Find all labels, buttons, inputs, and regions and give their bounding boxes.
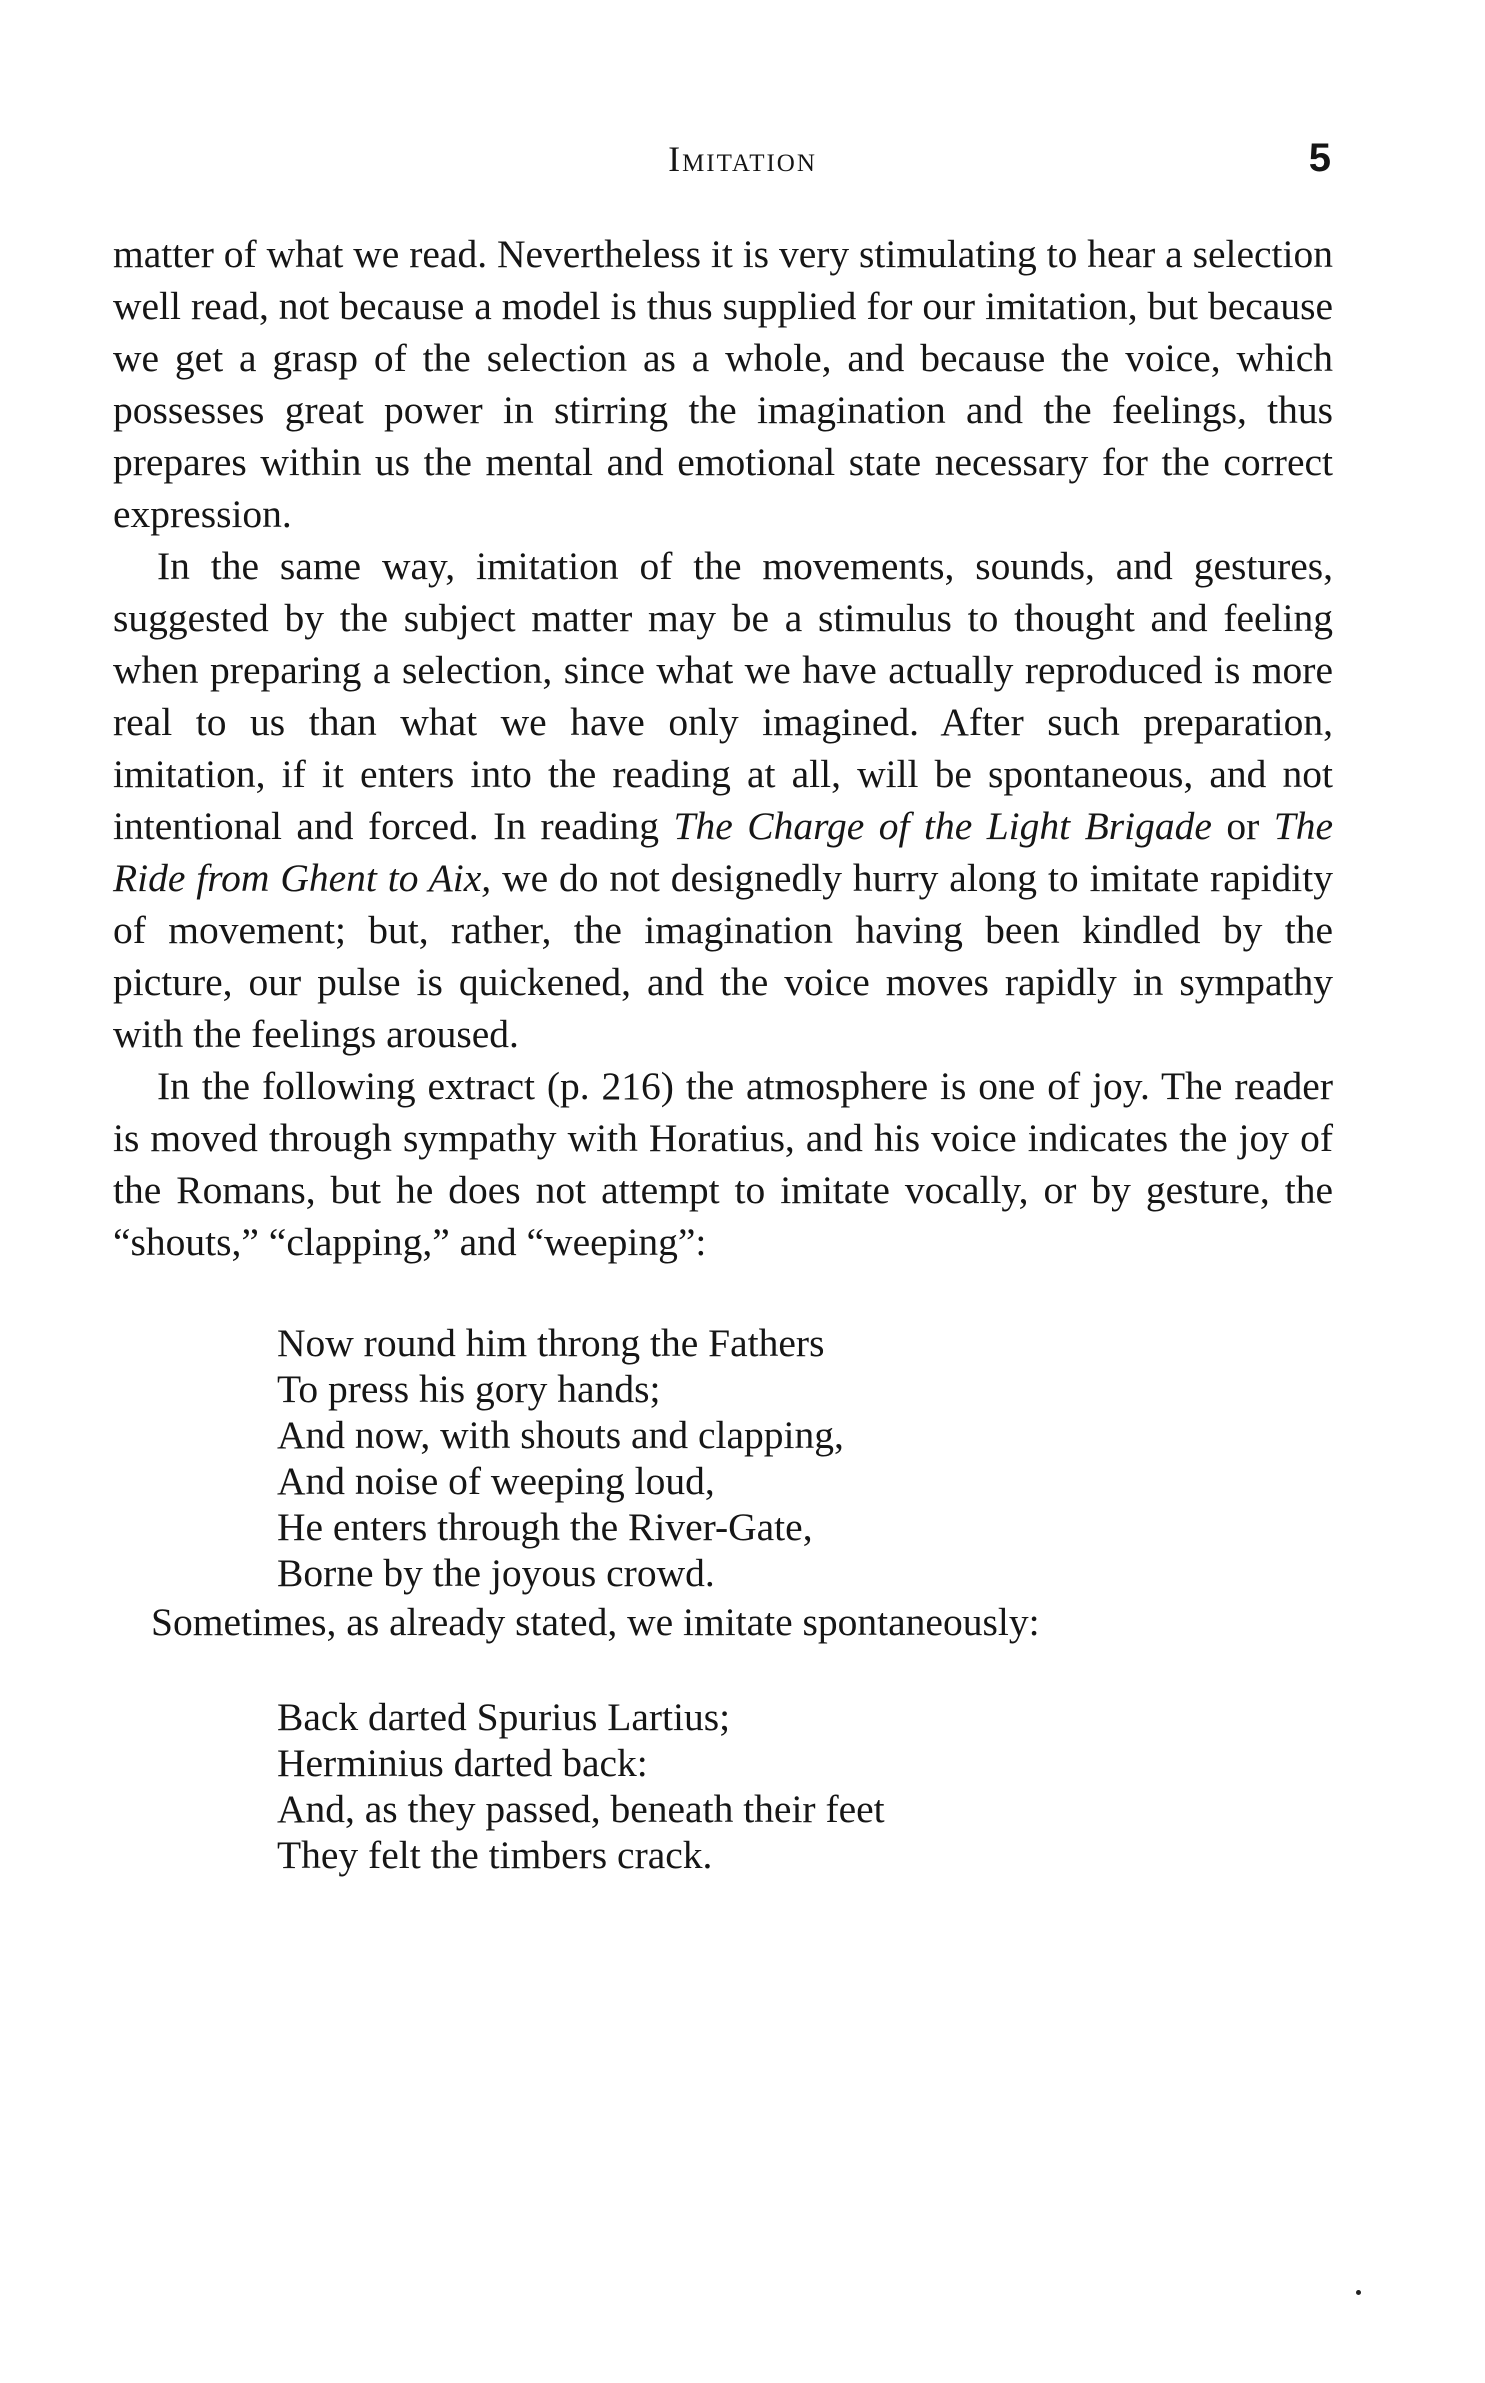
paragraph-2-or: or — [1211, 804, 1274, 848]
paragraph-2-text-b: we do not designedly hurry along to imitate rapidity of movement; but, rather, the imagination having been kindled by the picture, our pulse is quickened, and the voice moves rapidly in sympathy with the feelings aroused. — [113, 856, 1334, 1056]
verse-line: They felt the timbers crack. — [277, 1833, 713, 1877]
ink-speck — [1356, 2290, 1361, 2295]
verse-line: Herminius darted back: — [277, 1741, 648, 1785]
page-number: 5 — [1308, 136, 1331, 180]
poem-title-light-brigade: The Charge of the Light Brigade — [673, 804, 1212, 848]
verse-line: And, as they passed, beneath their feet — [277, 1787, 885, 1831]
running-head — [0, 138, 1485, 186]
body-text — [113, 228, 1333, 1878]
paragraph-1: matter of what we read. Nevertheless it is very stimulating to hear a selection well read, not because a model is thus supplied for our imitation, but because we get a grasp of the selection as a whole, and because the voice, which possesses great power in stirring the imagination and the feelings, thus prepares within us the mental and emotional state necessary for the correct expression. — [113, 232, 1333, 536]
verse-line: He enters through the River-Gate, — [277, 1505, 813, 1549]
running-title: Imitation — [668, 139, 817, 179]
verse-extract-1 — [277, 1320, 1333, 1596]
poem-title-ghent-to-aix: The Ride from Ghent to Aix, — [113, 804, 1334, 900]
verse-line: And now, with shouts and clapping, — [277, 1413, 844, 1457]
verse-extract-2 — [277, 1694, 1333, 1878]
verse-line: Back darted Spurius Lartius; — [277, 1695, 731, 1739]
paragraph-3: In the following extract (p. 216) the atmosphere is one of joy. The reader is moved through sympathy with Horatius, and his voice indicates the joy of the Romans, but he does not attempt to imitate vocally, or by gesture, the “shouts,” “clapping,” and “weeping”: — [113, 1064, 1333, 1264]
verse-line: To press his gory hands; — [277, 1367, 661, 1411]
verse-line: And noise of weeping loud, — [277, 1459, 715, 1503]
paragraph-2-text-a: In the same way, imitation of the movements, sounds, and gestures, suggested by the subject matter may be a stimulus to thought and feeling when preparing a selection, since what we have actually reproduced is more real to us than what we have only imagined. After such preparation, imitation, if it enters into the reading at all, will be spontaneous, and not intentional and forced. In reading — [113, 544, 1333, 848]
paragraph-2 — [113, 540, 1333, 1060]
verse-line: Now round him throng the Fathers — [277, 1321, 825, 1365]
verse-line: Borne by the joyous crowd. — [277, 1551, 715, 1595]
paragraph-4: Sometimes, as already stated, we imitate spontaneously: — [151, 1600, 1040, 1644]
